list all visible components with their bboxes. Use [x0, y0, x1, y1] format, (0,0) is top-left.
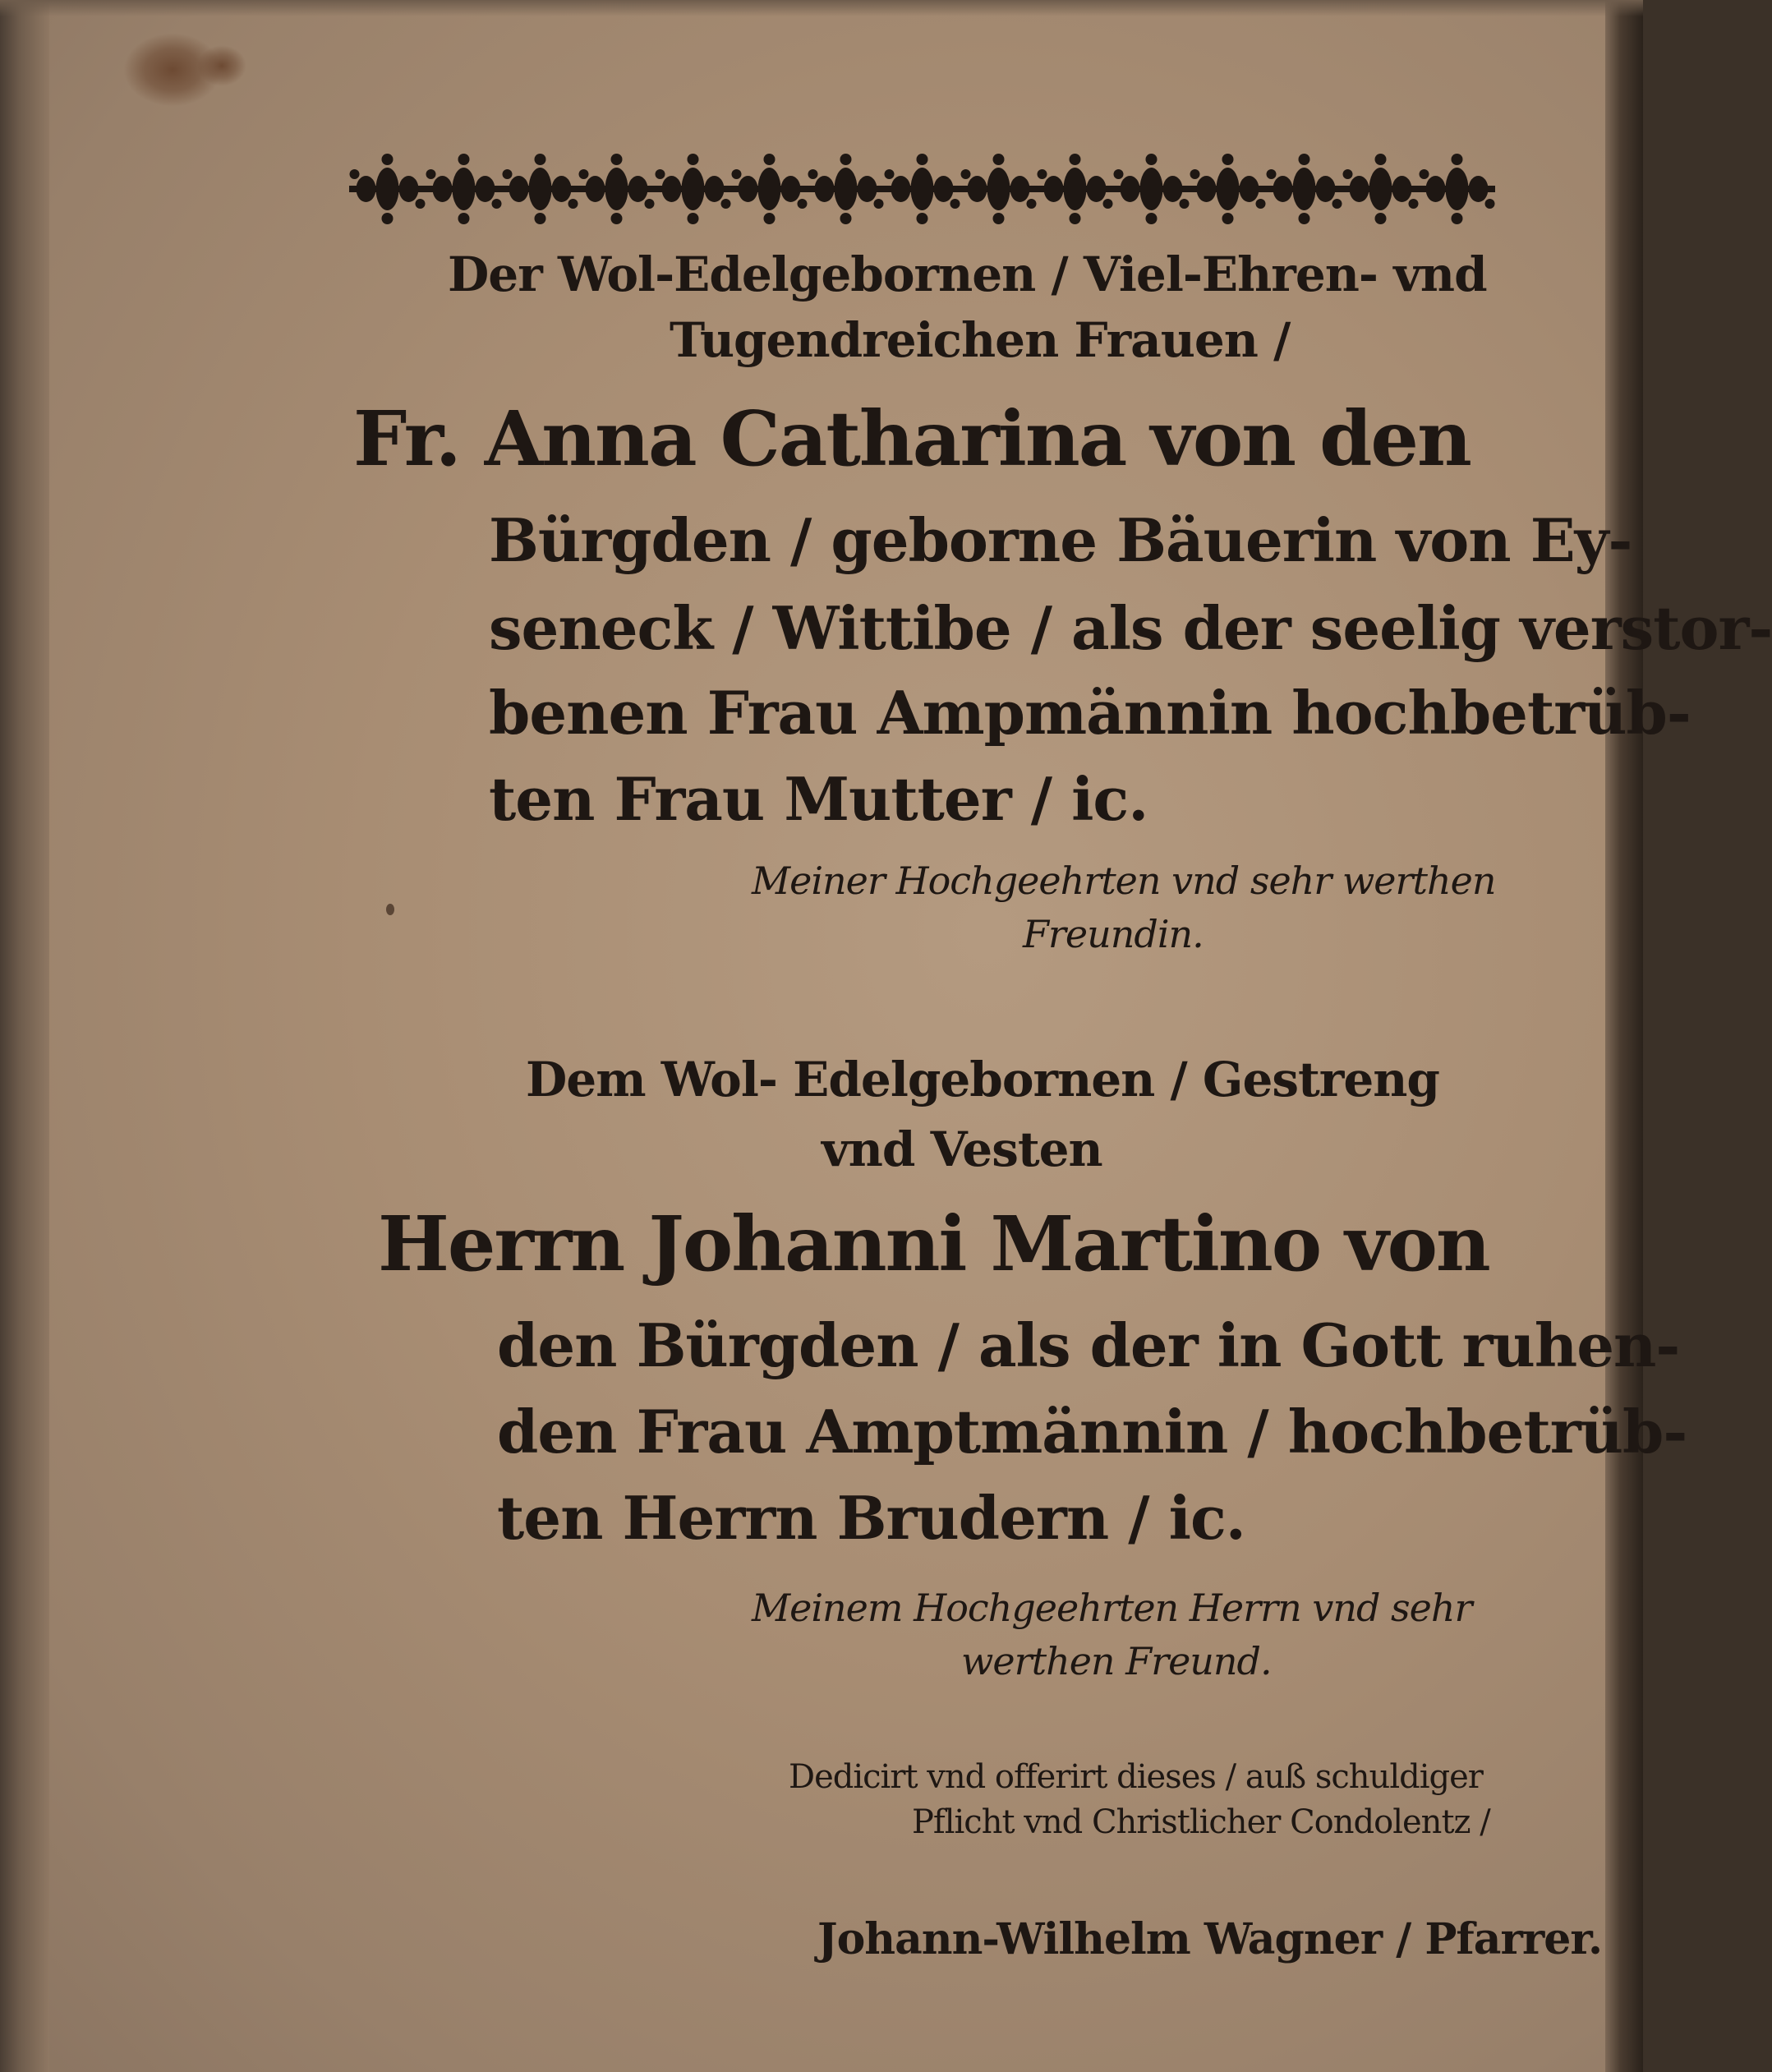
dedication-1-body-line: benen Frau Ampmännin hochbetrüb- — [489, 678, 1691, 748]
fleuron-ornament — [656, 154, 731, 224]
dedication-1-name: Fr. Anna Catharina von den — [353, 394, 1471, 483]
dedication-1-body-line: ten Frau Mutter / ic. — [489, 764, 1148, 834]
binding-gutter — [0, 0, 49, 2072]
fleuron-ornament — [350, 154, 426, 224]
ink-stain — [197, 45, 246, 86]
dedication-2-closing: Meinem Hochgeehrten Herrn vnd sehr — [752, 1586, 1472, 1630]
fleuron-ornament — [1343, 154, 1419, 224]
dedication-1-line-1: Der Wol-Edelgebornen / Viel-Ehren- vnd — [448, 246, 1487, 302]
fleuron-ornament — [732, 154, 808, 224]
fleuron-ornament — [1267, 154, 1342, 224]
ink-spot — [386, 904, 394, 915]
fleuron-ornament — [1038, 154, 1113, 224]
fleuron-ornament — [1420, 154, 1495, 224]
fleuron-ornament — [1114, 154, 1190, 224]
ornamental-border — [349, 148, 1495, 230]
dedication-2-body-line: ten Herrn Brudern / ic. — [497, 1483, 1245, 1553]
dedication-note-line: Pflicht vnd Christlicher Condolentz / — [912, 1803, 1490, 1841]
dedication-1-closing: Freundin. — [1023, 912, 1204, 956]
page-top-shadow — [0, 0, 1643, 16]
fleuron-ornament — [1190, 154, 1266, 224]
dedication-1-closing: Meiner Hochgeehrten vnd sehr werthen — [752, 859, 1496, 903]
fleuron-ornament — [961, 154, 1037, 224]
fleuron-ornament — [426, 154, 502, 224]
dedication-1-body-line: seneck / Wittibe / als der seelig verstor- — [489, 593, 1772, 663]
page-edge — [1605, 0, 1643, 2072]
dedication-1-body-line: Bürgden / geborne Bäuerin von Ey- — [489, 505, 1632, 575]
dedication-2-body-line: den Frau Amptmännin / hochbetrüb- — [497, 1397, 1687, 1467]
fleuron-ornament — [579, 154, 655, 224]
dedication-2-name: Herrn Johanni Martino von — [378, 1199, 1489, 1288]
dedication-2-line-1: Dem Wol- Edelgebornen / Gestreng — [526, 1052, 1439, 1107]
signature: Johann-Wilhelm Wagner / Pfarrer. — [817, 1914, 1603, 1964]
dedication-2-body-line: den Bürgden / als der in Gott ruhen- — [497, 1310, 1680, 1380]
dedication-1-line-2: Tugendreichen Frauen / — [670, 312, 1291, 368]
dedication-note-line: Dedicirt vnd offerirt dieses / auß schuldiger — [789, 1758, 1483, 1796]
dedication-2-line-2: vnd Vesten — [822, 1121, 1102, 1177]
dedication-2-closing: werthen Freund. — [961, 1639, 1272, 1683]
fleuron-ornament — [503, 154, 578, 224]
fleuron-ornament — [808, 154, 884, 224]
fleuron-ornament — [885, 154, 960, 224]
